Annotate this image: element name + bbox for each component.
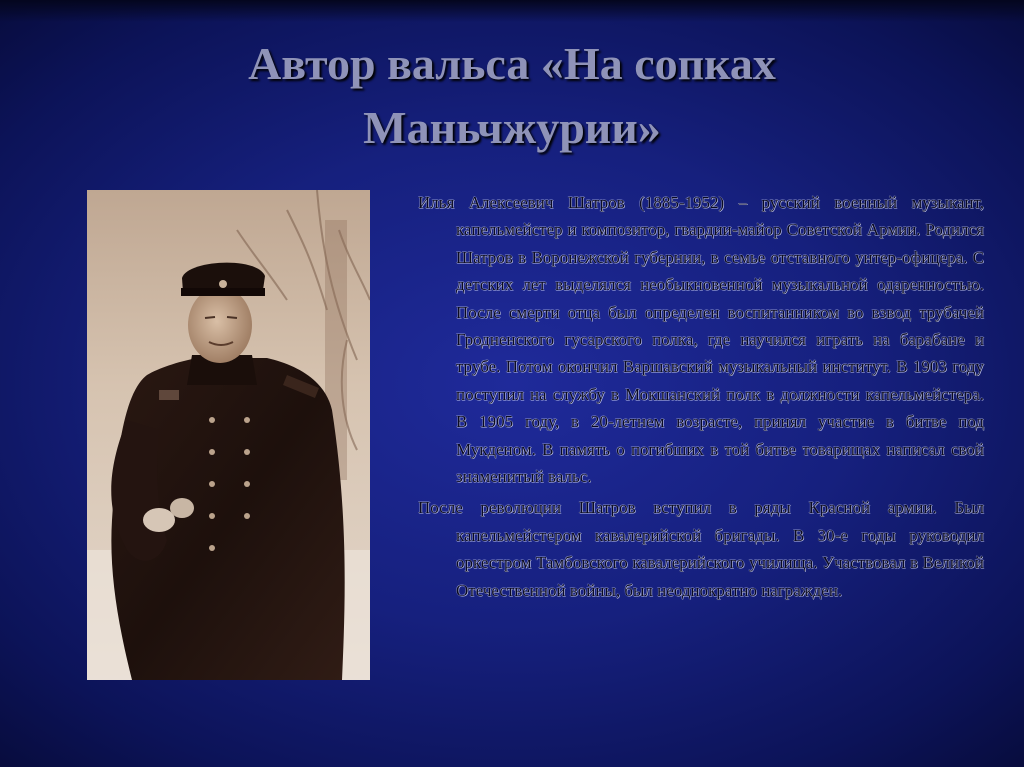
portrait-photo: [87, 190, 370, 680]
slide-title: [60, 32, 964, 160]
slide-title-line-2: Маньчжурии»: [363, 102, 661, 153]
portrait-photo-drawing: [87, 190, 370, 680]
biography-text: [418, 189, 984, 608]
slide-title-line-1: Автор вальса «На сопках: [248, 38, 776, 89]
biography-paragraph-1: Илья Алексеевич Шатров (1885-1952) – русский военный музыкант, капельмейстер и композитор, гвардии-майор Советской Армии. Родился Шатров в Воронежской губернии, в семье отставного унтер-офицера. С детских лет выделялся необыкновенной музыкальной одаренностью. После смерти отца был определен воспитанником во взвод трубачей Гродненского гусарского полка, где научился играть на барабане и трубе. Потом окончил Варшавский музыкальный институт. В 1903 году поступил на службу в Мокшанский полк в должности капельмейстера. В 1905 году, в 20-летнем возрасте, принял участие в битве под Мукденом. В память о погибших в той битве товарищах написал свой знаменитый вальс.: [418, 193, 984, 487]
biography-paragraph-2: После революции Шатров вступил в ряды Красной армии. Был капельмейстером кавалерийской бригады. В 30-е годы руководил оркестром Тамбовского кавалерийского училища. Участвовал в Великой Отечественной войны, был неоднократно награжден.: [418, 498, 984, 600]
